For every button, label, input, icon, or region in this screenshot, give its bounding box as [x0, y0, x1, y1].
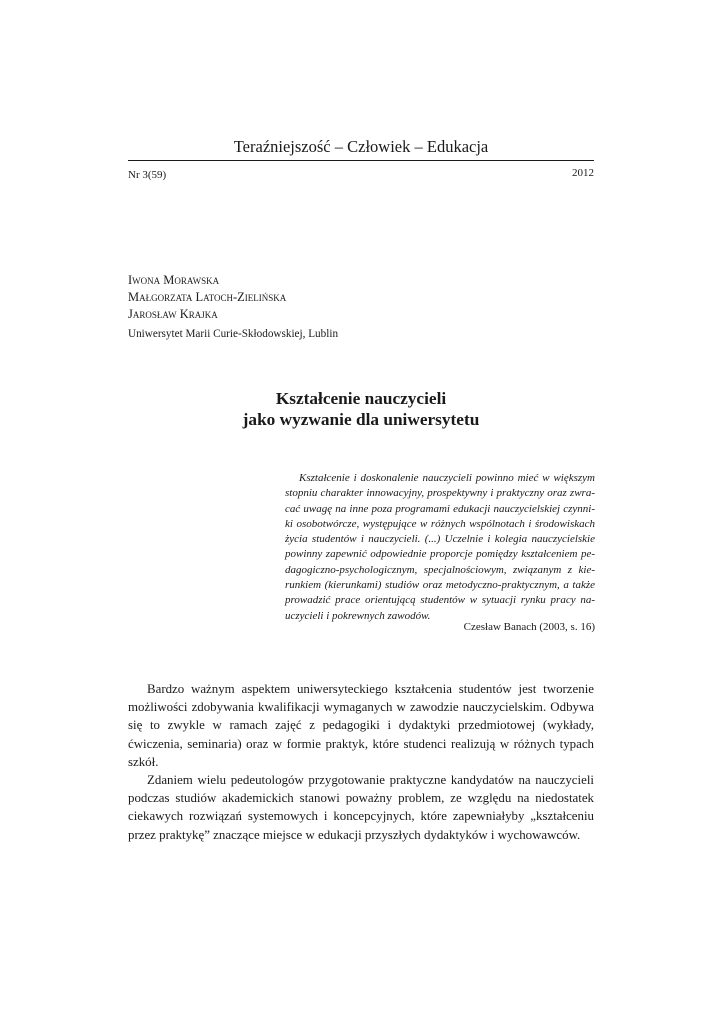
issue-number: Nr 3(59)	[128, 169, 167, 181]
article-body	[128, 680, 594, 844]
author-list	[128, 272, 286, 323]
article-title-line: jako wyzwanie dla uniwersytetu	[242, 410, 480, 429]
header-rule	[128, 160, 594, 161]
body-paragraph: Bardzo ważnym aspektem uniwersyteckiego kształcenia studentów jest tworzenie możliwości zdobywania kwalifikacji wymaganych w zawodzie nauczycielskim. Odbywa się to zwykle w ramach zajęć z pedagogiki i dydaktyki przedmiotowej (wykłady, ćwiczenia, seminaria) oraz w formie praktyk, które studenci realizują w różnych typach szkół.	[128, 682, 594, 769]
epigraph-quote: Kształcenie i doskonalenie nauczycieli powinno mieć w większym stopniu charakter innowacyjny, prospektywny i praktyczny oraz zwracać uwagę na inne poza programami edukacji nauczycielskiej czynniki osobotwórcze, występujące w różnych wspólnotach i środowiskach życia studentów i nauczycieli. (...) Uczelnie i kolegia nauczycielskie powinny zapewnić odpowiednie proporcje pomiędzy kształceniem pedagogiczno-psychologicznym, specjalnościowym, związanym z kierunkiem (kierunkami) studiów oraz metodyczno-praktycznym, a także prowadzić prace orientującą studentów w sytuacji rynku pracy nauczycieli i pokrewnych zawodów.	[285, 472, 595, 622]
author-name: Iwona Morawska	[128, 273, 220, 287]
article-title	[128, 388, 594, 430]
author-affiliation: Uniwersytet Marii Curie-Skłodowskiej, Lublin	[128, 328, 339, 340]
author-name: Jarosław Krajka	[128, 307, 218, 321]
article-title-line: Kształcenie nauczycieli	[275, 389, 447, 408]
issue-year: 2012	[572, 167, 594, 179]
body-paragraph: Zdaniem wielu pedeutologów przygotowanie praktyczne kandydatów na nauczycieli podczas studiów akademickich stanowi poważny problem, ze względu na niedostatek ciekawych rozwiązań systemowych i koncepcyjnych, które zapewniałyby „kształceniu przez praktykę” znaczące miejsce w edukacji przyszłych dydaktyków i wychowawców.	[128, 773, 594, 842]
journal-title: Teraźniejszość – Człowiek – Edukacja	[233, 137, 489, 156]
epigraph-source: Czesław Banach (2003, s. 16)	[463, 621, 595, 633]
author-name: Małgorzata Latoch-Zielińska	[128, 290, 287, 304]
